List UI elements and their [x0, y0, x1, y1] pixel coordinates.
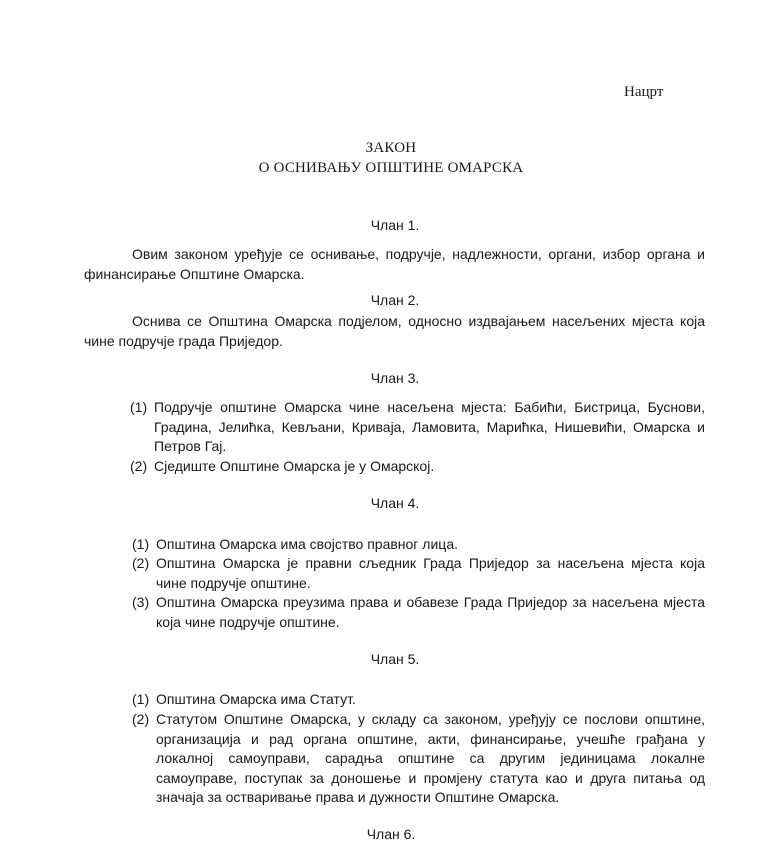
item-text: Статутом Општине Омарска, у складу са законом, уређују се послови општине, организација и рад органа општине, акти, финансирање, учешће грађана у локалној самоуправи, сарадња општине са другим јединицама локалне самоуправе, поступак за доношење и промјену статута као и друга питања од значаја за остваривање права и дужности Општине Омарска. [156, 711, 705, 805]
item-text: Сједиште Општине Омарска је у Омарској. [154, 458, 435, 474]
item-number: (3) [132, 594, 150, 610]
list-item [130, 457, 705, 477]
item-number: (2) [130, 458, 148, 474]
list-item [132, 554, 705, 593]
item-number: (1) [132, 536, 150, 552]
draft-label: Нацрт [624, 84, 664, 100]
item-number: (1) [130, 399, 148, 415]
law-subtitle: О ОСНИВАЊУ ОПШТИНЕ ОМАРСКА [258, 160, 524, 176]
item-number: (1) [132, 691, 150, 707]
item-number: (2) [132, 555, 150, 571]
article-1-heading: Члан 1. [370, 217, 420, 233]
item-number: (2) [132, 711, 150, 727]
article-2-heading: Члан 2. [370, 292, 420, 308]
item-text: Општина Омарска је правни сљедник Града Приједор за насељена мјеста која чине подручје општине. [156, 555, 705, 591]
law-title: ЗАКОН [365, 140, 417, 156]
article-5-heading: Члан 5. [370, 651, 420, 667]
list-item [132, 710, 705, 808]
article-2-text: Оснива се Општина Омарска подјелом, односно издвајањем насељених мјеста која чине подручје града Приједор. [84, 313, 705, 349]
list-item [132, 690, 705, 710]
article-1-text: Овим законом уређује се оснивање, подручје, надлежности, органи, избор органа и финансирање Општине Омарска. [84, 246, 705, 282]
item-text: Општина Омарска има Статут. [156, 691, 356, 707]
article-6-heading: Члан 6. [366, 826, 416, 842]
list-item [130, 398, 705, 457]
item-text: Општина Омарска преузима права и обавезе Града Приједор за насељена мјеста која чине подручје општине. [156, 594, 705, 630]
item-text: Општина Омарска има својство правног лица. [156, 536, 458, 552]
article-4-heading: Члан 4. [370, 495, 420, 511]
article-3-heading: Члан 3. [370, 370, 420, 386]
list-item [132, 593, 705, 632]
item-text: Подручје општине Омарска чине насељена мјеста: Бабићи, Бистрица, Буснови, Градина, Јелићка, Кевљани, Криваја, Ламовита, Марићка, Нишевићи, Омарска и Петров Гај. [154, 399, 705, 454]
list-item [132, 535, 707, 555]
